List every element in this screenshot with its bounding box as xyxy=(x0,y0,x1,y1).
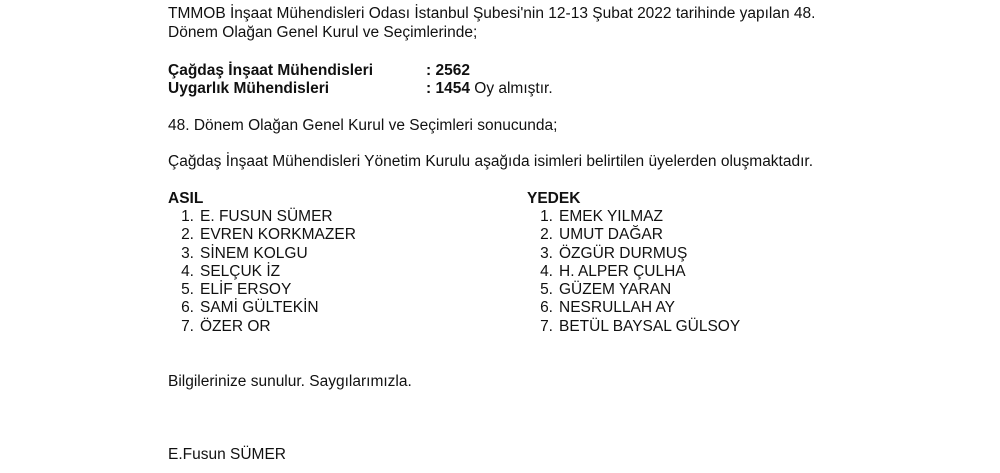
item-number: 6. xyxy=(181,299,194,317)
vote-row xyxy=(168,62,470,80)
member-name: UMUT DAĞAR xyxy=(559,226,663,244)
list-item xyxy=(168,245,356,263)
asil-list xyxy=(168,208,356,336)
member-name: ELİF ERSOY xyxy=(200,281,292,299)
asil-heading: ASIL xyxy=(168,190,204,207)
list-item xyxy=(527,245,740,263)
list-item xyxy=(168,281,356,299)
member-name: SELÇUK İZ xyxy=(200,262,281,280)
member-name: BETÜL BAYSAL GÜLSOY xyxy=(559,317,741,335)
list-item xyxy=(527,226,740,244)
board-line: Çağdaş İnşaat Mühendisleri Yönetim Kurulu aşağıda isimleri belirtilen üyelerden oluşmaktadır. xyxy=(168,153,814,170)
list-item xyxy=(168,226,356,244)
member-name: E. FUSUN SÜMER xyxy=(200,208,333,225)
party-name: Uygarlık Mühendisleri xyxy=(168,80,330,97)
item-number: 3. xyxy=(181,244,194,262)
vote-row xyxy=(168,80,553,98)
list-item xyxy=(527,318,740,336)
result-line: 48. Dönem Olağan Genel Kurul ve Seçimleri sonucunda; xyxy=(168,117,558,134)
list-item xyxy=(527,263,740,281)
item-number: 5. xyxy=(540,281,553,299)
intro-line-1: TMMOB İnşaat Mühendisleri Odası İstanbul Şubesi'nin 12-13 Şubat 2022 tarihinde yapılan 48. xyxy=(168,5,816,22)
item-number: 2. xyxy=(540,226,553,244)
yedek-heading: YEDEK xyxy=(527,190,581,207)
item-number: 2. xyxy=(181,226,194,244)
list-item xyxy=(168,299,356,317)
list-item xyxy=(168,208,356,226)
vote-count: : 1454 xyxy=(426,80,470,97)
item-number: 5. xyxy=(181,281,194,299)
member-name: SAMİ GÜLTEKİN xyxy=(200,299,319,317)
member-name: EMEK YILMAZ xyxy=(559,208,663,225)
yedek-list xyxy=(527,208,740,336)
vote-suffix: Oy almıştır. xyxy=(469,80,553,97)
member-name: ÖZER OR xyxy=(200,317,271,335)
list-item xyxy=(527,281,740,299)
closing-line: Bilgilerinize sunulur. Saygılarımızla. xyxy=(168,373,412,390)
item-number: 1. xyxy=(540,208,553,225)
party-name: Çağdaş İnşaat Mühendisleri xyxy=(168,62,373,79)
list-item xyxy=(527,208,740,226)
member-name: H. ALPER ÇULHA xyxy=(559,262,686,280)
item-number: 3. xyxy=(540,244,553,262)
item-number: 6. xyxy=(540,299,553,317)
member-name: GÜZEM YARAN xyxy=(559,281,672,299)
member-name: SİNEM KOLGU xyxy=(200,244,308,262)
signature-name: E.Fusun SÜMER xyxy=(168,446,287,463)
list-item xyxy=(168,318,356,336)
vote-count: : 2562 xyxy=(426,62,470,79)
item-number: 1. xyxy=(181,208,194,225)
asil-column xyxy=(168,190,356,336)
item-number: 4. xyxy=(181,262,194,280)
yedek-column xyxy=(527,190,740,336)
item-number: 7. xyxy=(540,317,553,335)
intro-line-2: Dönem Olağan Genel Kurul ve Seçimlerinde; xyxy=(168,24,478,41)
member-name: EVREN KORKMAZER xyxy=(200,226,356,244)
list-item xyxy=(168,263,356,281)
item-number: 7. xyxy=(181,317,194,335)
member-name: ÖZGÜR DURMUŞ xyxy=(559,244,688,262)
member-name: NESRULLAH AY xyxy=(559,299,676,317)
item-number: 4. xyxy=(540,262,553,280)
list-item xyxy=(527,299,740,317)
